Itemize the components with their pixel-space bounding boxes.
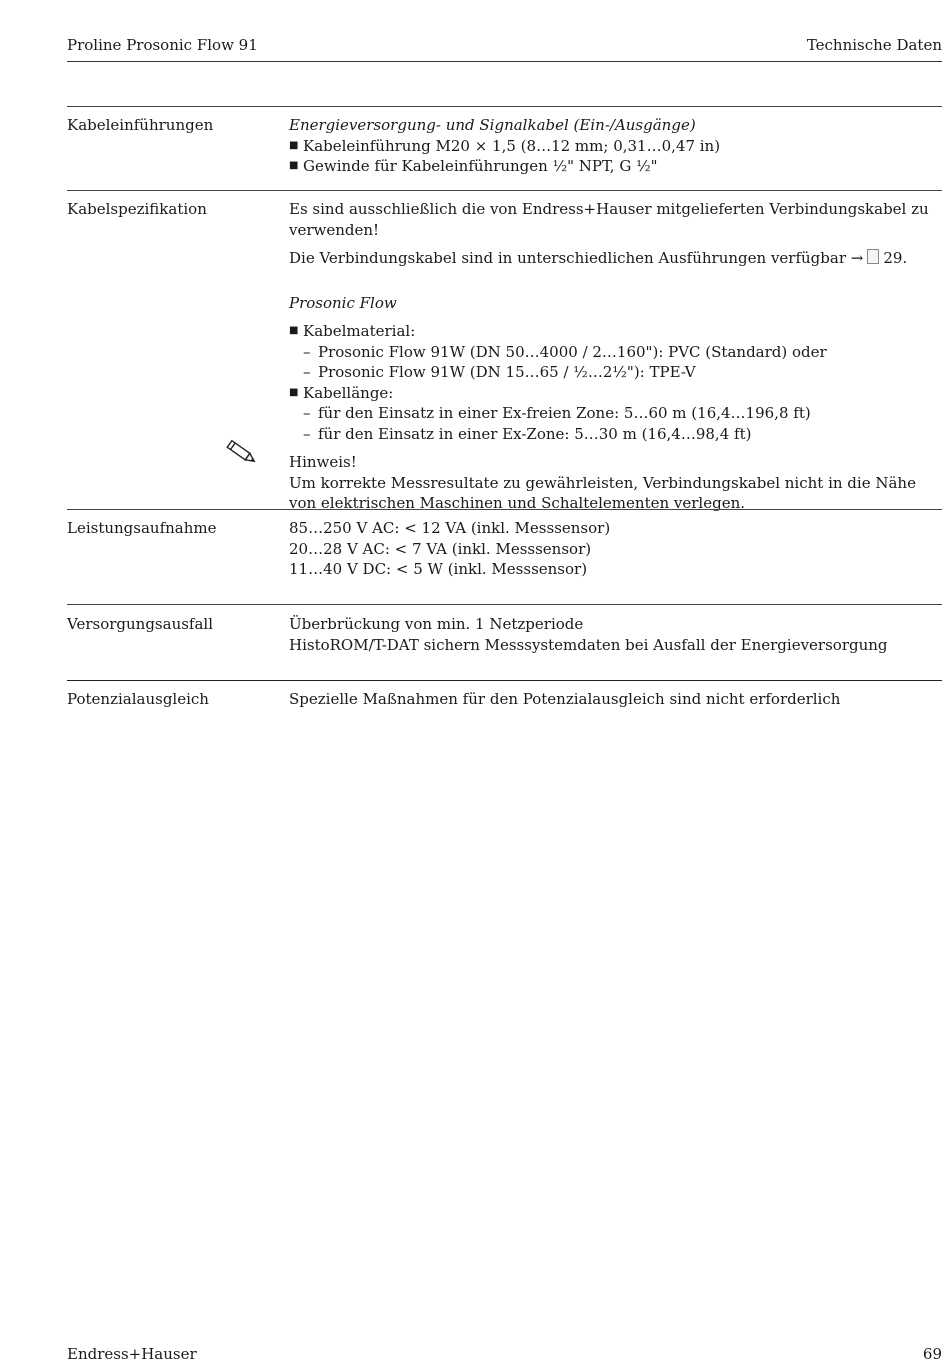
section-content: [289, 115, 942, 177]
section-divider: [67, 190, 942, 191]
pencil-icon: [221, 437, 261, 467]
note-title: Hinweis!: [289, 453, 357, 471]
section-label: Leistungsaufnahme: [67, 519, 217, 537]
text-line: 85…250 V AC: < 12 VA (inkl. Messsensor): [289, 519, 611, 537]
sub-list-item: – Prosonic Flow 91W (DN 50…4000 / 2…160"): PVC (Standard) oder: [289, 342, 942, 363]
header-title: Proline Prosonic Flow 91: [67, 36, 258, 54]
section-content: [289, 689, 942, 710]
text-line: Spezielle Maßnahmen für den Potenzialausgleich sind nicht erforderlich: [289, 690, 841, 708]
section-content: [289, 614, 942, 655]
section-label: Kabelspezifikation: [67, 200, 207, 218]
text-line: 11…40 V DC: < 5 W (inkl. Messsensor): [289, 560, 588, 578]
section-divider: [67, 604, 942, 605]
section-content: [289, 199, 942, 514]
section-content: [289, 518, 942, 580]
page-icon: [867, 249, 879, 264]
page-reference-link[interactable]: 29.: [883, 249, 908, 267]
text-line: HistoROM/T-DAT sichern Messsystemdaten bei Ausfall der Energieversorgung: [289, 635, 888, 654]
paragraph: Es sind ausschließlich die von Endress+Hauser mitgelieferten Verbindungskabel zu verwenden!: [289, 200, 929, 239]
section-divider: [67, 106, 942, 107]
footer-company: Endress+Hauser: [67, 1345, 197, 1363]
sub-list-item: – für den Einsatz in einer Ex-freien Zone: 5…60 m (16,4…196,8 ft): [289, 403, 942, 424]
page-number: 69: [922, 1345, 942, 1363]
list-item: ■ Gewinde für Kabeleinführungen ½" NPT, G ½": [289, 156, 942, 177]
section-label: Versorgungsausfall: [67, 615, 214, 633]
paragraph-reference: [289, 248, 942, 269]
section-label: Potenzialausgleich: [67, 690, 209, 708]
sub-list-item: – für den Einsatz in einer Ex-Zone: 5…30 m (16,4…98,4 ft): [289, 424, 942, 445]
text-line: 20…28 V AC: < 7 VA (inkl. Messsensor): [289, 539, 592, 558]
list-item: ■ Kabeleinführung M20 × 1,5 (8…12 mm; 0,31…0,47 in): [289, 136, 942, 157]
section-divider: [67, 509, 942, 510]
list-item: ■ Kabelmaterial:: [289, 321, 942, 342]
page-header: [67, 35, 942, 62]
text-line: Überbrückung von min. 1 Netzperiode: [289, 615, 584, 633]
section-label: Kabeleinführungen: [67, 116, 214, 134]
reference-text: Die Verbindungskabel sind in unterschiedlichen Ausführungen verfügbar →: [289, 249, 864, 267]
list-item: ■ Kabellänge:: [289, 383, 942, 404]
header-section: Technische Daten: [806, 36, 942, 54]
section-divider: [67, 680, 942, 681]
section-subtitle: Prosonic Flow: [289, 293, 397, 312]
note-text: Um korrekte Messresultate zu gewährleisten, Verbindungskabel nicht in die Nähe von elektrischen Maschinen und Schaltelementen verlegen.: [289, 473, 916, 512]
section-subtitle: Energieversorgung- und Signalkabel (Ein-/Ausgänge): [289, 116, 696, 134]
sub-list-item: – Prosonic Flow 91W (DN 15…65 / ½…2½"): TPE-V: [289, 362, 942, 383]
